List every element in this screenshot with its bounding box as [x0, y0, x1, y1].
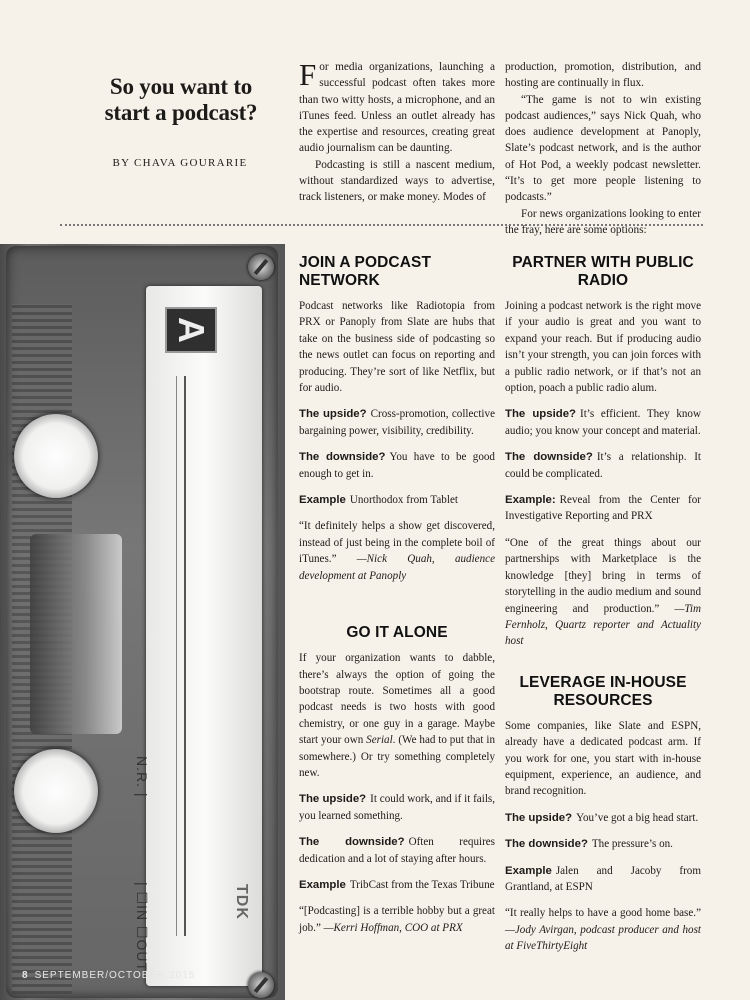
example-label: Example [505, 864, 552, 877]
quote-attribution: —Jody Avirgan, podcast producer and host at FiveThirtyEight [505, 923, 701, 953]
quote-text: “It really helps to have a good home base.” [505, 907, 701, 920]
upside-label: The upside? [299, 793, 367, 806]
intro-paragraph: “The game is not to win existing podcast audiences,” says Nick Quah, who does audience development at Panoply, Slate’s podcast network, and is the author of Hot Pod, a weekly podcast newsletter. “It’s to get more people listening to podcasts.” [505, 93, 701, 204]
section-body: Joining a podcast network is the right move if your audio is great and you want to expand your reach. But if producing audio isn’t your strength, you can join forces with a public radio network, or if that’s not an option, poach a public radio alum. [505, 300, 701, 395]
pull-quote [505, 905, 701, 954]
screw-icon [248, 254, 274, 280]
quote-text: “It definitely helps a show get discovered, instead of just being in the complete boil of iTunes.” [299, 520, 495, 566]
upside-text: Cross-promotion, collective bargaining power, visibility, credibility. [299, 408, 495, 437]
downside-line [299, 449, 495, 482]
intro-paragraph: Podcasting is still a nascent medium, without standardized ways to advertise, track listeners, or make money. Modes of [299, 158, 495, 204]
example-text: Jalen and Jacoby from Grantland, at ESPN [505, 864, 701, 893]
example-text: TribCast from the Texas Tribune [349, 878, 495, 891]
article-column-left [299, 254, 495, 946]
intro-paragraph [299, 59, 495, 157]
downside-text: It’s a relationship. It could be complicated. [505, 451, 701, 480]
quote-attribution: —Kerri Hoffman, COO at PRX [323, 921, 463, 934]
upside-text: You’ve got a big head start. [576, 811, 699, 824]
cassette-label [134, 286, 262, 986]
downside-line [505, 449, 701, 482]
article-byline: BY CHAVA GOURARIE [112, 157, 248, 169]
label-rule [184, 376, 186, 936]
downside-line [299, 834, 495, 867]
upside-label: The upside? [505, 811, 573, 824]
reel-hub-icon [14, 749, 98, 833]
page-folio [22, 970, 195, 981]
label-nr-text: N.R. | [134, 756, 150, 798]
quote-attribution: —Tim Fernholz, Quartz reporter and Actuality host [505, 602, 701, 648]
body-text: . (We had to put that in somewhere.) Or try something completely new. [299, 734, 495, 779]
upside-line [299, 406, 495, 439]
example-line [299, 492, 495, 508]
quote-text: “[Podcasting] is a terrible hobby but a great job.” [299, 905, 495, 934]
article-headline: So you want to start a podcast? [104, 74, 258, 125]
downside-label: The downside? [299, 836, 405, 849]
intro-column-1 [299, 59, 495, 206]
downside-label: The downside? [505, 838, 588, 851]
upside-text: It could work, and if it fails, you learned something. [299, 793, 495, 822]
spacer [299, 594, 495, 624]
cassette-window [30, 534, 122, 734]
downside-text: You have to be good enough to get in. [299, 451, 495, 480]
quote-attribution: —Nick Quah, audience development at Panoply [299, 553, 495, 582]
example-line [299, 877, 495, 893]
example-text: Unorthodox from Tablet [349, 494, 458, 507]
example-label: Example: [505, 494, 556, 507]
downside-text: Often requires dedication and a lot of staying after hours. [299, 836, 496, 865]
article-column-right [505, 254, 701, 965]
issue-date: SEPTEMBER/OCTOBER 2015 [34, 970, 196, 981]
section-heading-alone: GO IT ALONE [346, 624, 448, 642]
screw-icon [248, 972, 274, 998]
page-number: 8 [22, 970, 29, 981]
upside-line [299, 791, 495, 824]
downside-line [505, 836, 701, 852]
intro-paragraph: For news organizations looking to enter the fray, here are some options: [505, 207, 701, 236]
upside-line [505, 810, 701, 826]
brand-mark: TDK [233, 884, 250, 920]
intro-column-2 [505, 59, 701, 238]
section-body [299, 650, 495, 781]
intro-paragraph: production, promotion, distribution, and hosting are continually in flux. [505, 61, 701, 90]
section-heading-network: JOIN A PODCAST NETWORK [299, 254, 432, 289]
body-text: If your organization wants to dabble, there’s always the option of going the bootstrap route. Sometimes all a good podcast needs is two hosts with good chemistry, or one guy in a garage. Maybe start your own [299, 652, 495, 747]
pull-quote [299, 518, 495, 584]
example-text: Reveal from the Center for Investigative Reporting and PRX [505, 494, 701, 523]
cassette-photo [0, 244, 285, 1000]
pull-quote [505, 535, 701, 650]
dotted-divider [60, 224, 703, 226]
drop-cap: F [299, 57, 317, 92]
upside-label: The upside? [299, 408, 367, 421]
body-italic: Serial [366, 734, 393, 747]
example-line [505, 863, 701, 896]
label-rule [176, 376, 177, 936]
upside-text: It’s efficient. They know audio; you know your concept and material. [505, 408, 701, 437]
section-heading-inhouse: LEVERAGE IN-HOUSE RESOURCES [519, 673, 687, 709]
side-a-mark: A [165, 307, 217, 353]
downside-text: The pressure’s on. [591, 838, 673, 851]
quote-text: “One of the great things about our partnerships with Marketplace is the knowledge [they] bring in terms of storytelling in the audio medium and sound engineering and production.” [505, 536, 701, 615]
intro-text: or media organizations, launching a successful podcast often takes more than two witty hosts, a microphone, and an iTunes feed. Unless an outlet already has the expertise and resources, creating great audio journalism can be daunting. [299, 61, 495, 155]
example-line [505, 492, 701, 525]
section-body: Some companies, like Slate and ESPN, already have a dedicated podcast arm. If you work for one, you start with in-house equipment, experience, an audience, and brand recognition. [505, 719, 701, 798]
section-body: Podcast networks like Radiotopia from PRX or Panoply from Slate are hubs that take on the business side of podcasting so the news outlet can focus on reporting and producing. They’re sort of like Netflix, but for audio. [299, 300, 495, 395]
pull-quote [299, 903, 495, 936]
example-label: Example [299, 878, 346, 891]
example-label: Example [299, 494, 346, 507]
spacer [505, 660, 701, 674]
upside-line [505, 406, 701, 439]
upside-label: The upside? [505, 408, 576, 421]
section-heading-radio: PARTNER WITH PUBLIC RADIO [512, 254, 694, 289]
reel-hub-icon [14, 414, 98, 498]
downside-label: The downside? [505, 451, 593, 464]
label-in-out-text: | ☐IN ☐OUT [134, 882, 150, 973]
downside-label: The downside? [299, 451, 386, 464]
